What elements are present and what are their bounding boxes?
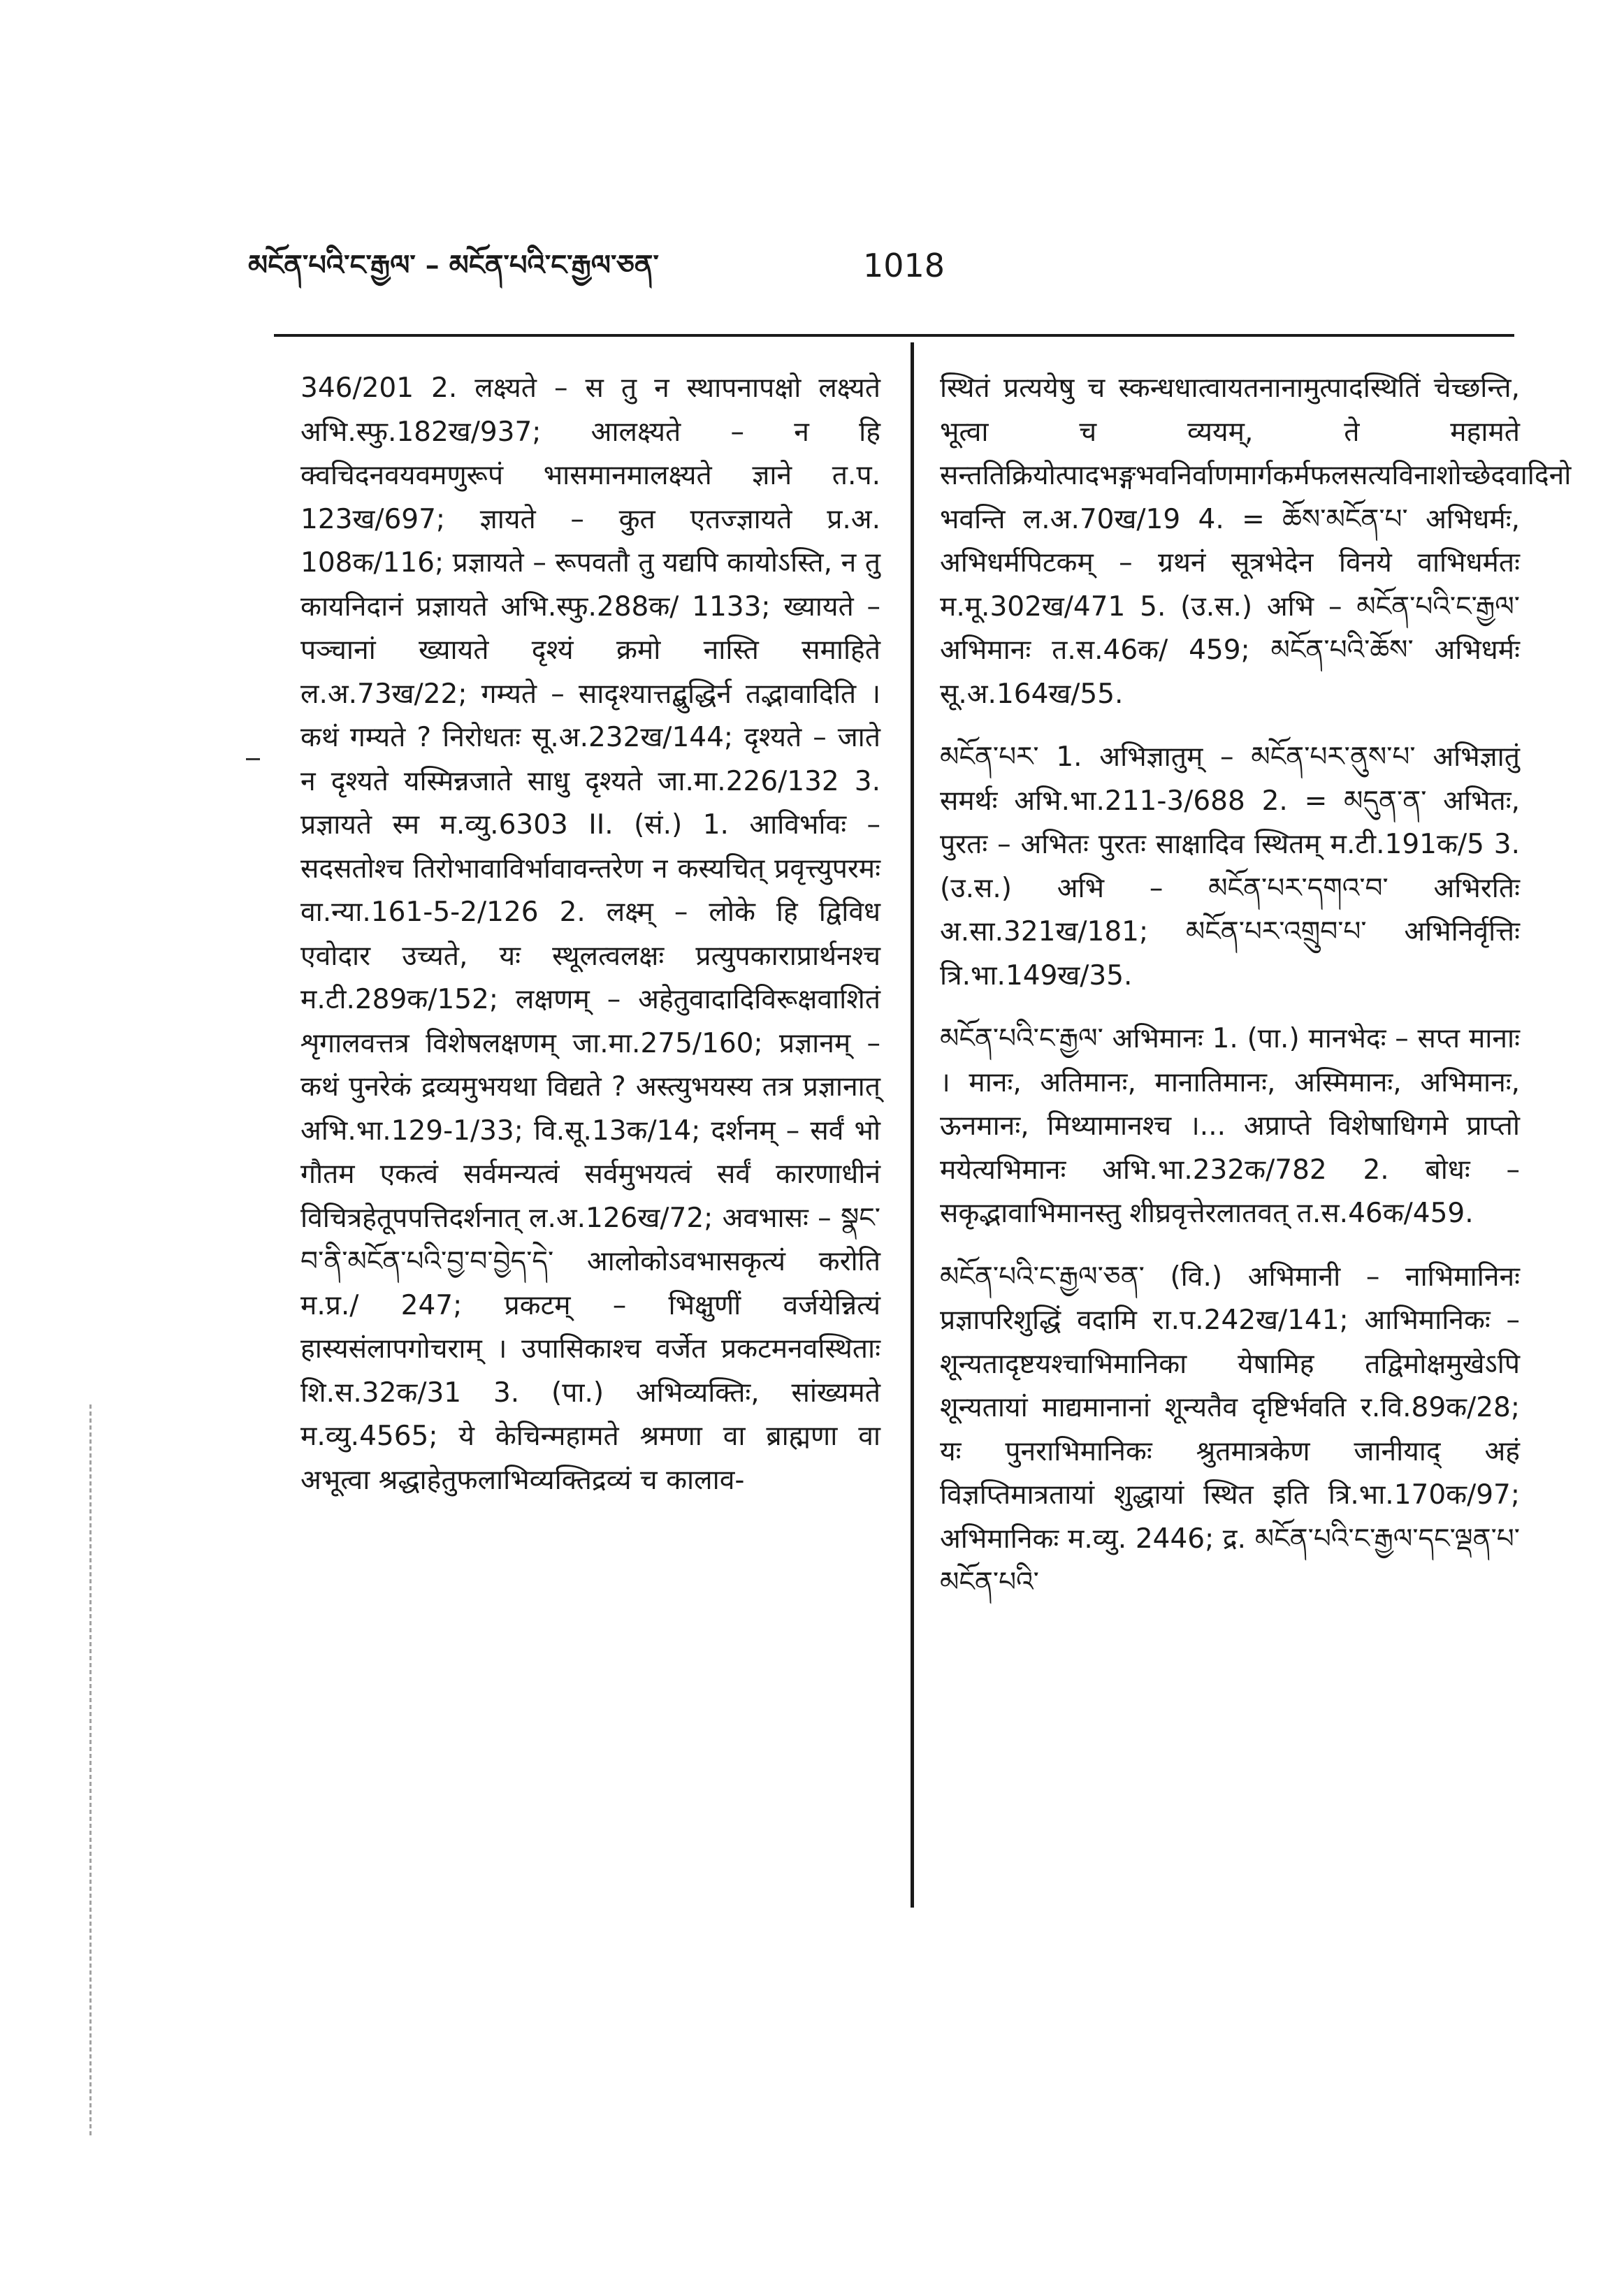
column-divider [911,342,914,1908]
header-guide-words: མངོན་པའི་ང་རྒྱལ་ – མངོན་པའི་ང་རྒྱལ་ཅན་ [248,249,659,282]
right-column-paragraph: स्थितं प्रत्ययेषु च स्कन्धधात्वायतनानामुत्पादस्थितिं चेच्छन्ति, भूत्वा च व्ययम्, ते महामते सन्ततिक्रियोत्पादभङ्गभवनिर्वाणमार्गकर्मफलसत्यविनाशोच्छेदवादिनो भवन्ति ल.अ.70ख/19 4. = ཆོས་མངོན་པ་ अभिधर्मः, अभिधर्मपिटकम् – ग्रथनं सूत्रभेदेन विनये वाभिधर्मतः म.मू.302ख/471 5. (उ.स.) अभि – མངོན་པའི་ང་རྒྱལ་ अभिमानः त.स.46क/ 459; མངོན་པའི་ཆོས་ अभिधर्मः सू.अ.164ख/55. [940,372,1572,710]
left-column-paragraph: 346/201 2. लक्ष्यते – स तु न स्थापनापक्षो लक्ष्यते अभि.स्फु.182ख/937; आलक्ष्यते – न हि क्वचिदनवयवमणुरूपं भासमानमालक्ष्यते ज्ञाने त.प. 123ख/697; ज्ञायते – कुत एतज्ज्ञायते प्र.अ. 108क/116; प्रज्ञायते – रूपवतौ तु यद्यपि कायोऽस्ति, न तु कायनिदानं प्रज्ञायते अभि.स्फु.288क/ 1133; ख्यायते – पञ्चानां ख्यायते दृश्यं क्रमो नास्ति समाहिते ल.अ.73ख/22; गम्यते – सादृश्यात्तद्बुद्धिर्न तद्भावादिति । कथं गम्यते ? निरोधतः सू.अ.232ख/144; दृश्यते – जाते न दृश्यते यस्मिन्नजाते साधु दृश्यते जा.मा.226/132 3. प्रज्ञायते स्म म.व्यु.6303 II. (सं.) 1. आविर्भावः – सदसतोश्च तिरोभावाविर्भावावन्तरेण न कस्यचित् प्रवृत्त्युपरमः वा.न्या.161-5-2/126 2. लक्ष्म् – लोके हि द्विविध एवोदार उच्यते, यः स्थूलत्वलक्षः प्रत्युपकाराप्रार्थनश्च म.टी.289क/152; लक्षणम् – अहेतुवादादिविरूक्षवाशितं शृगालवत्तत्र विशेषलक्षणम् जा.मा.275/160; प्रज्ञानम् – कथं पुनरेकं द्रव्यमुभयथा विद्यते ? अस्त्युभयस्य तत्र प्रज्ञानात् अभि.भा.129-1/33; वि.सू.13क/14; दर्शनम् – सर्वं भो गौतम एकत्वं सर्वमन्यत्वं सर्वमुभयत्वं सर्वं कारणाधीनं विचित्रहेतूपपत्तिदर्शनात् ल.अ.126ख/72; अवभासः – སྣང་བ་ནི་མངོན་པའི་བྱ་བ་བྱེད་དེ་ आलोकोऽवभासकृत्यं करोति म.प्र./ 247; प्रकटम् – भिक्षुणीं वर्जयेन्नित्यं हास्यसंलापगोचराम् । उपासिकाश्च वर्जेत प्रकटमनवस्थिताः शि.स.32क/31 3. (पा.) अभिव्यक्तिः, सांख्यमते म.व्यु.4565; ये केचिन्महामते श्रमणा वा ब्राह्मणा वा अभूत्वा श्रद्धाहेतुफलाभिव्यक्तिद्रव्यं च कालाव- [300,372,880,1496]
right-column [940,367,1572,1605]
running-head [248,241,947,290]
left-column [300,367,880,1502]
page-number: 1018 [863,247,945,284]
margin-mark [246,758,260,760]
entry-mngon-pai-nga-rgyal-can: མངོན་པའི་ང་རྒྱལ་ཅན་ (वि.) अभिमानी – नाभिमानिनः प्रज्ञापरिशुद्धिं वदामि रा.प.242ख/141; आभिमानिकः – शून्यतादृष्टयश्चाभिमानिका येषामिह तद्विमोक्षमुखेऽपि शून्यतायां माद्यमानानां शून्यतैव दृष्टिर्भवति र.वि.89क/28; यः पुनराभिमानिकः श्रुतमात्रकेण जानीयाद् अहं विज्ञप्तिमात्रतायां शुद्धायां स्थित इति त्रि.भा.170क/97; अभिमानिकः म.व्यु. 2446; द्र. མངོན་པའི་ང་རྒྱལ་དང་ལྡན་པ་ མངོན་པའི་ [940,1261,1520,1598]
entry-mngon-pai-nga-rgyal: མངོན་པའི་ང་རྒྱལ་ अभिमानः 1. (पा.) मानभेदः – सप्त मानाः । मानः, अतिमानः, मानातिमानः, अस्मिमानः, अभिमानः, ऊनमानः, मिथ्यामानश्च ।... अप्राप्ते विशेषाधिगमे प्राप्तो मयेत्यभिमानः अभि.भा.232क/782 2. बोधः – सकृद्भावाभिमानस्तु शीघ्रवृत्तेरलातवत् त.स.46क/459. [940,1023,1520,1229]
entry-mngon-par: མངོན་པར་ 1. अभिज्ञातुम् – མངོན་པར་ནུས་པ་ अभिज्ञातुं समर्थः अभि.भा.211-3/688 2. = མདུན་ན་ अभितः, पुरतः – अभितः पुरतः साक्षादिव स्थितम् म.टी.191क/5 3. (उ.स.) अभि – མངོན་པར་དགའ་བ་ अभिरतिः अ.सा.321ख/181; མངོན་པར་འགྲུབ་པ་ अभिनिर्वृत्तिः त्रि.भा.149ख/35. [940,741,1520,992]
scan-edge-mark [89,1404,92,2138]
header-rule [274,334,1514,337]
